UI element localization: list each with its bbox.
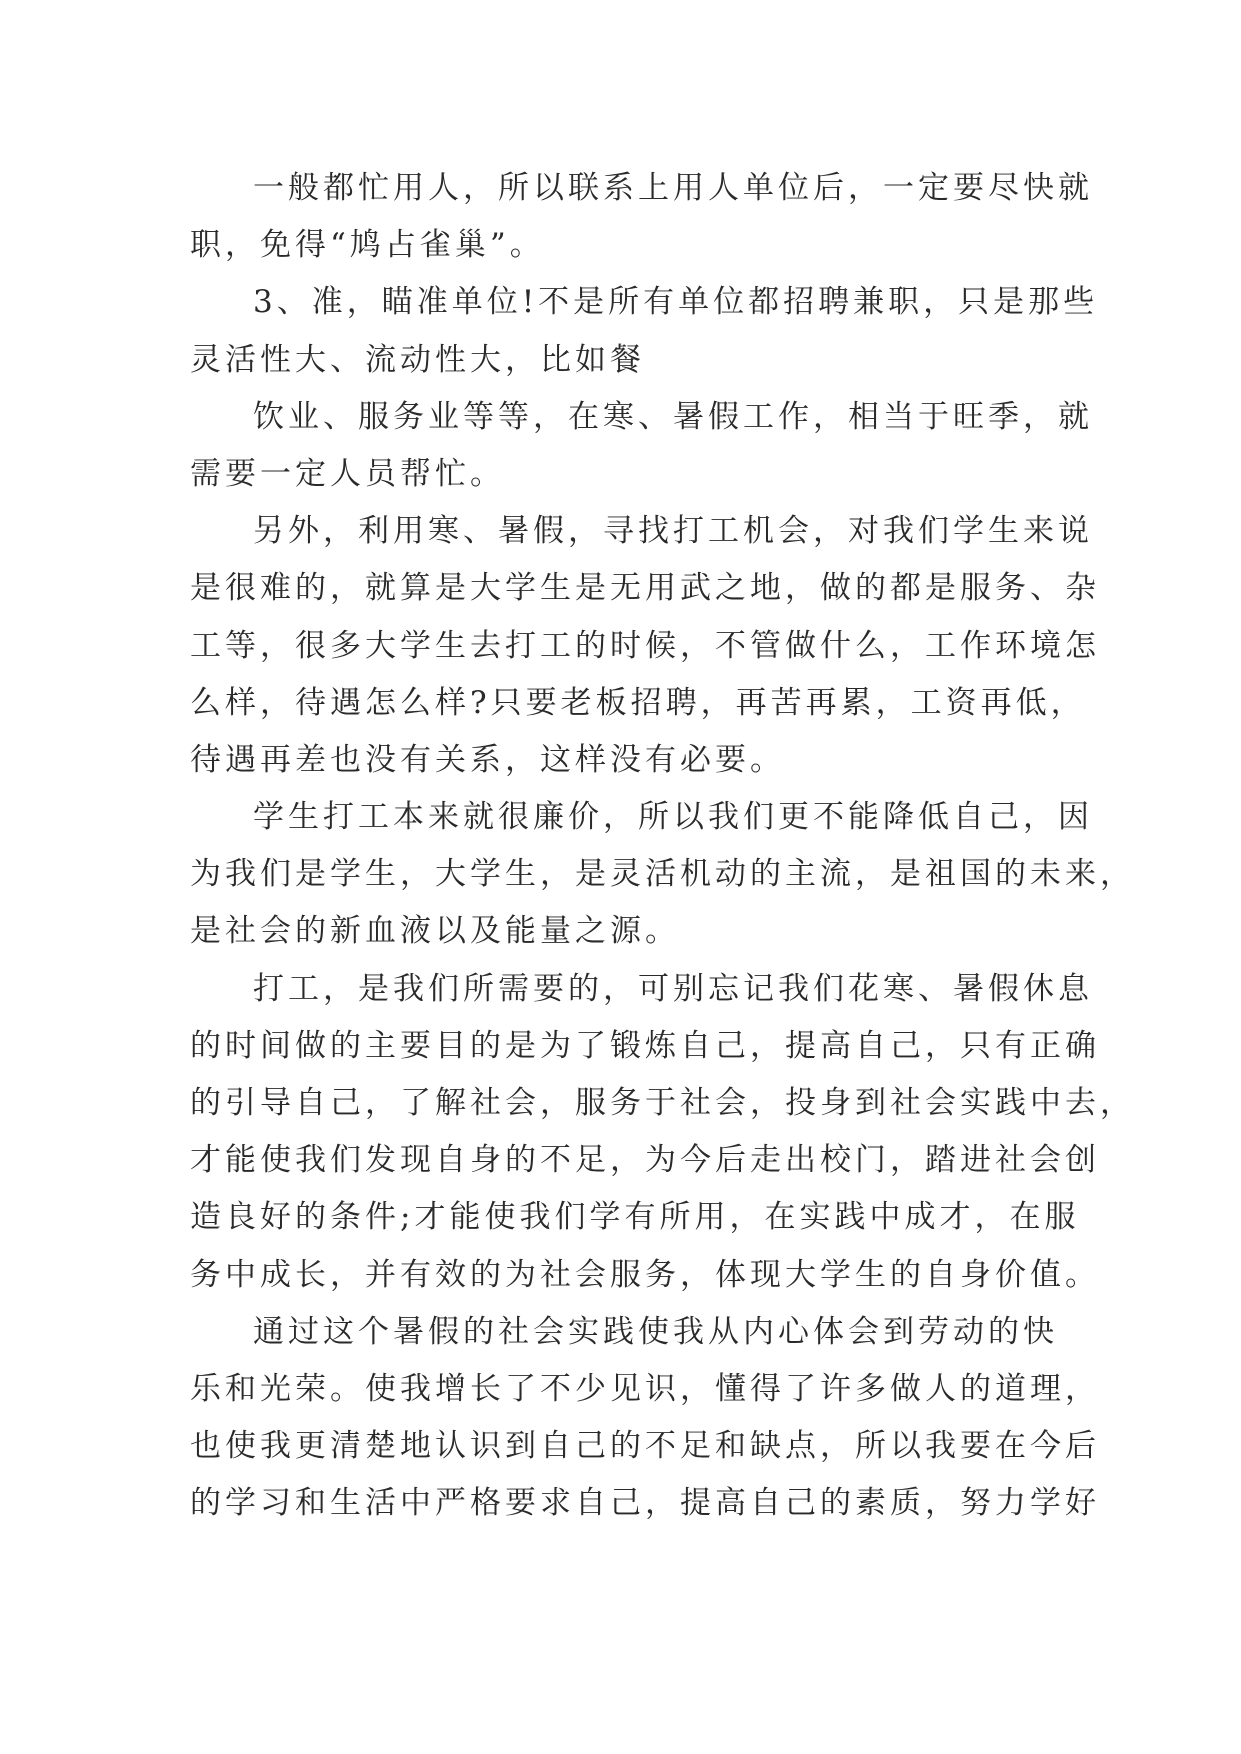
text-line: 为我们是学生，大学生，是灵活机动的主流，是祖国的未来，: [190, 856, 1135, 893]
text-line: 的学习和生活中严格要求自己，提高自己的素质，努力学好: [190, 1485, 1100, 1522]
body-text: [190, 160, 1135, 1533]
text-line: 造良好的条件;才能使我们学有所用，在实践中成才，在服: [190, 1199, 1080, 1236]
text-line: 一般都忙用人，所以联系上用人单位后，一定要尽快就: [253, 170, 1093, 206]
text-line: 工等，很多大学生去打工的时候，不管做什么，工作环境怎: [190, 627, 1100, 664]
text-line: 饮业、服务业等等，在寒、暑假工作，相当于旺季，就: [253, 398, 1093, 435]
text-line: 么样，待遇怎么样?只要老板招聘，再苦再累，工资再低，: [190, 684, 1086, 721]
text-line: 3、准，瞄准单位!不是所有单位都招聘兼职，只是那些: [253, 284, 1099, 321]
text-line: 的时间做的主要目的是为了锻炼自己，提高自己，只有正确: [190, 1027, 1100, 1064]
text-line: 务中成长，并有效的为社会服务，体现大学生的自身价值。: [190, 1256, 1100, 1293]
text-line: 待遇再差也没有关系，这样没有必要。: [190, 741, 785, 778]
text-line: 职，免得“鸠占雀巢”。: [190, 227, 545, 264]
text-line: 是社会的新血液以及能量之源。: [190, 913, 680, 950]
text-line: 另外，利用寒、暑假，寻找打工机会，对我们学生来说: [253, 513, 1093, 550]
text-line: 学生打工本来就很廉价，所以我们更不能降低自己，因: [253, 799, 1093, 836]
text-line: 乐和光荣。使我增长了不少见识，懂得了许多做人的道理，: [190, 1370, 1100, 1407]
text-line: 通过这个暑假的社会实践使我从内心体会到劳动的快: [253, 1313, 1058, 1350]
text-line: 需要一定人员帮忙。: [190, 455, 505, 492]
text-line: 也使我更清楚地认识到自己的不足和缺点，所以我要在今后: [190, 1428, 1100, 1465]
text-line: 的引导自己，了解社会，服务于社会，投身到社会实践中去，: [190, 1085, 1135, 1121]
text-line: 打工，是我们所需要的，可别忘记我们花寒、暑假休息: [253, 970, 1093, 1007]
text-line: 灵活性大、流动性大，比如餐: [190, 341, 645, 378]
text-line: 是很难的，就算是大学生是无用武之地，做的都是服务、杂: [190, 570, 1100, 607]
text-line: 才能使我们发现自身的不足，为今后走出校门，踏进社会创: [190, 1142, 1100, 1179]
